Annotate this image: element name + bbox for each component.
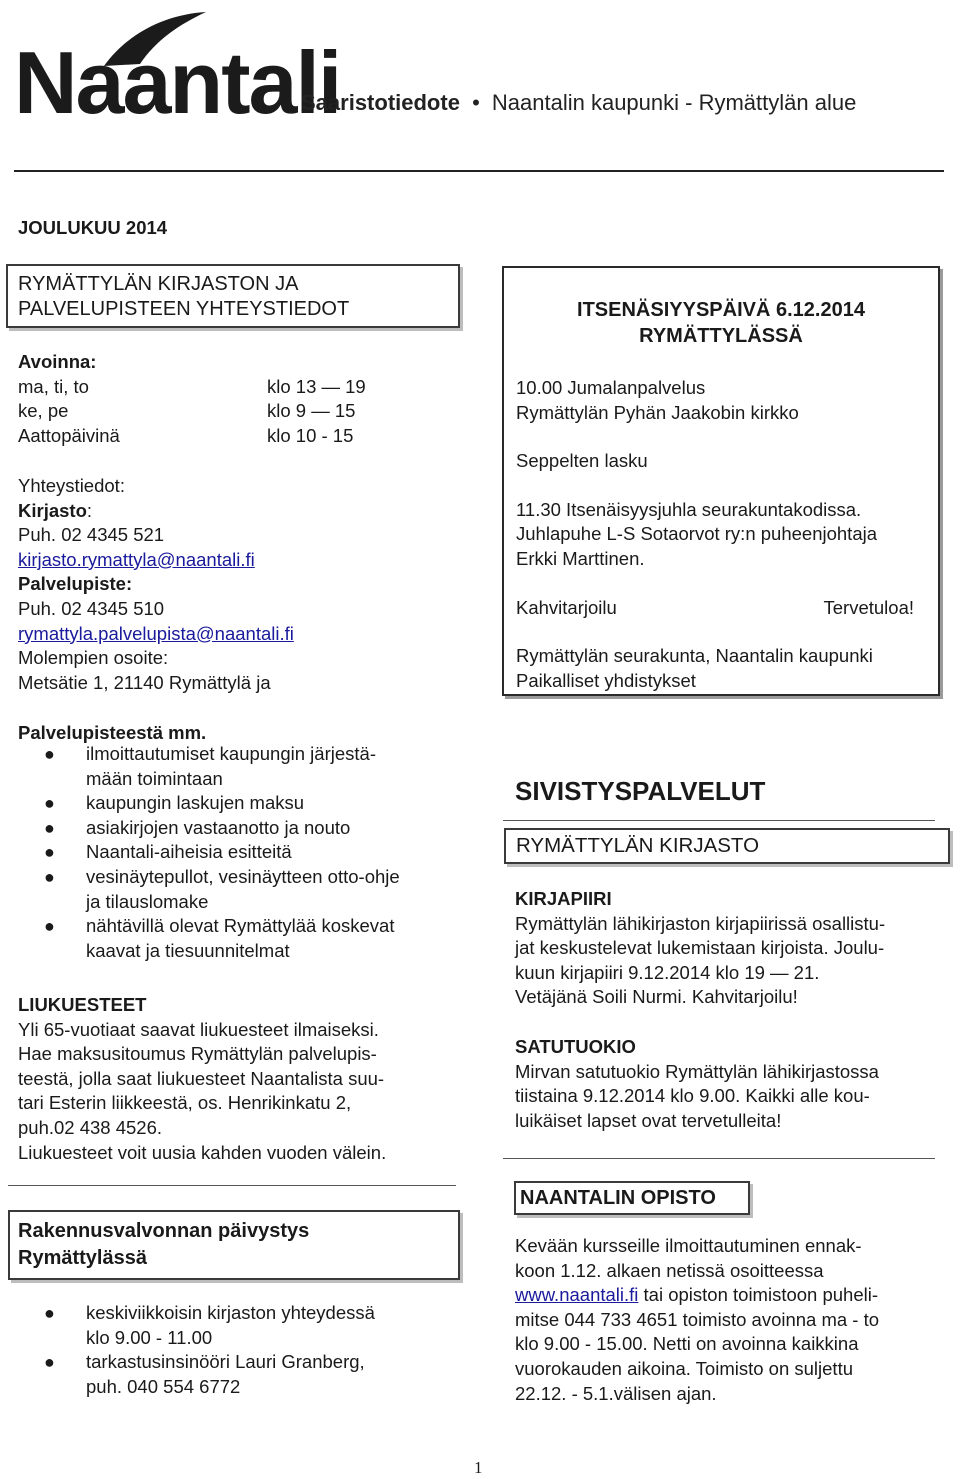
opening-hours-value: klo 13 — 19 [267,375,366,397]
contacts-heading: Yhteystiedot: [18,475,125,496]
opening-row [18,399,458,424]
list-item-text: asiakirjojen vastaanotto ja nouto [86,816,351,838]
story-heading: SATUTUOKIO [515,1036,636,1057]
institute-line-rest: tai opiston toimistoon puheli- [638,1284,879,1306]
list-item-text: keskiviikkoisin kirjaston yhteydessä [86,1302,375,1323]
institute-line [515,1283,879,1308]
library-label: Kirjasto [18,499,87,521]
bullet-icon: ● [44,842,55,863]
independence-line: Seppelten lasku [516,450,648,472]
library-label-colon: : [86,499,93,521]
subtitle-separator: • [472,90,480,115]
opening-days: Aattopäivinä [18,424,120,446]
institute-line: mitse 044 733 4651 toimisto avoinna ma - to [515,1308,880,1330]
list-item-text: nähtävillä olevat Rymättylää koskevat [86,915,395,937]
institute-line: vuorokauden aikoina. Toimisto on suljettu [515,1357,854,1379]
section-divider [503,820,935,821]
institute-line: Kevään kursseille ilmoittautuminen ennak- [515,1235,862,1256]
logo-wordmark: Naantali [14,33,341,132]
service-point-label: Palvelupiste: [18,573,133,595]
both-address-label: Molempien osoite: [18,647,169,669]
services-list [18,742,400,963]
tickets-line: Liukuesteet voit uusia kahden vuoden välein. [18,1141,387,1163]
story-line: tiistaina 9.12.2014 klo 9.00. Kaikki alle kou- [515,1085,870,1107]
list-item [18,1301,375,1350]
library-box-title-1: RYMÄTTYLÄN KIRJASTON JA [18,273,299,295]
subtitle-rest: Naantalin kaupunki - Rymättylän alue [491,90,857,115]
bookclub-line: jat keskustelevat lukemistaan kirjoista. Joulu- [515,937,885,959]
bookclub [515,887,885,1010]
building-title-1: Rakennusvalvonnan päivystys [18,1220,310,1242]
bullet-icon: ● [44,1352,55,1373]
independence-title-1: ITSENÄSIYYSPÄIVÄ 6.12.2014 [577,299,865,321]
opening-hours-value: klo 10 - 15 [267,424,354,446]
institute-line: koon 1.12. alkaen netissä osoitteessa [515,1259,824,1281]
coffee-text: Kahvitarjoilu [516,596,617,618]
building-list [18,1301,375,1399]
welcome-text: Tervetuloa! [823,596,914,618]
culture-title: SIVISTYSPALVELUT [515,776,766,806]
service-point-phone: Puh. 02 4345 510 [18,597,165,619]
institute-heading: NAANTALIN OPISTO [520,1187,716,1209]
subtitle-strong: Saaristotiedote [301,90,460,115]
independence-line: Rymättylän Pyhän Jaakobin kirkko [516,401,799,423]
story-line: luikäiset lapset ovat tervetulleita! [515,1109,782,1131]
institute-body [515,1234,879,1406]
tickets-section [18,993,386,1165]
tickets-line: puh.02 438 4526. [18,1116,163,1138]
bookclub-line: Rymättylän lähikirjaston kirjapiirissä osallistu- [515,912,886,934]
bullet-icon: ● [44,916,55,937]
service-point-email-link[interactable]: rymattyla.palvelupista@naantali.fi [18,622,294,644]
institute-line: klo 9.00 - 15.00. Netti on avoinna kaikkina [515,1333,859,1355]
list-item-text-cont: kaavat ja tiesuunnitelmat [86,939,290,961]
independence-line: Erkki Marttinen. [516,547,645,569]
storytime [515,1035,879,1133]
institute-line: 22.12. - 5.1.välisen ajan. [515,1382,717,1404]
library-contact-box [6,264,460,328]
independence-body [516,376,914,693]
section-divider [503,1158,935,1159]
opening-days: ma, ti, to [18,375,89,397]
list-item-text: kaupungin laskujen maksu [86,792,305,814]
list-item-text-cont: mään toimintaan [86,767,223,789]
header-subtitle [301,90,856,116]
list-item-text-cont: klo 9.00 - 11.00 [86,1326,213,1348]
list-item-text: tarkastusinsinööri Lauri Granberg, [86,1351,365,1373]
tickets-line: tari Esterin liikkeestä, os. Henrikinkatu 2, [18,1092,352,1114]
section-divider [8,1185,456,1186]
tickets-line: Yli 65-vuotiaat saavat liukuesteet ilmaiseksi. [18,1018,379,1040]
bullet-icon: ● [44,793,55,814]
list-item-text: ilmoittautumiset kaupungin järjestä- [86,743,376,764]
library-label-line [18,499,294,524]
bookclub-line: kuun kirjapiiri 9.12.2014 klo 19 — 21. [515,961,820,983]
institute-heading-box [514,1181,750,1215]
building-inspection-box [8,1210,460,1280]
opening-heading [18,350,458,375]
independence-line: Juhlapuhe L-S Sotaorvot ry:n puheenjohtaja [516,523,878,545]
independence-title-2: RYMÄTTYLÄSSÄ [639,325,803,347]
opening-hours [18,350,458,448]
library-email-link[interactable]: kirjasto.rymattyla@naantali.fi [18,548,255,570]
list-item-text-cont: ja tilauslomake [86,890,209,912]
list-item [18,914,400,963]
tickets-heading: LIUKUESTEET [18,994,147,1015]
building-title-2: Rymättylässä [18,1247,147,1269]
independence-line: 10.00 Jumalanpalvelus [516,377,706,398]
list-item-text: Naantali-aiheisia esitteitä [86,841,292,863]
independence-org: Rymättylän seurakunta, Naantalin kaupunki [516,645,873,667]
independence-coffee-row [516,596,914,621]
opening-heading-label: Avoinna: [18,351,97,372]
page-number: 1 [474,1458,483,1477]
bullet-icon: ● [44,866,55,887]
library-phone: Puh. 02 4345 521 [18,524,165,546]
list-item [18,742,400,791]
library-box-title-2: PALVELUPISTEEN YHTEYSTIEDOT [18,298,350,320]
list-item-text: vesinäytepullot, vesinäytteen otto-ohje [86,865,400,887]
month-title: JOULUKUU 2014 [18,217,168,238]
opening-row [18,375,458,400]
bullet-icon: ● [44,1303,55,1323]
opening-hours-value: klo 9 — 15 [267,400,356,422]
bullet-icon: ● [44,817,55,838]
services-heading: Palvelupisteestä mm. [18,722,207,743]
independence-line: 11.30 Itsenäisyysjuhla seurakuntakodissa. [516,498,862,520]
list-item [18,1350,375,1399]
opening-row [18,424,458,449]
header-rule [14,170,944,172]
bookclub-line: Vetäjänä Soili Nurmi. Kahvitarjoilu! [515,986,798,1008]
list-item-text-cont: puh. 040 554 6772 [86,1375,241,1397]
list-item [18,816,400,841]
independence-day-box [502,266,940,696]
list-item [18,865,400,914]
library-heading: RYMÄTTYLÄN KIRJASTO [516,834,760,857]
story-line: Mirvan satutuokio Rymättylän lähikirjastossa [515,1060,879,1082]
address: Metsätie 1, 21140 Rymättylä ja [18,671,271,693]
institute-website-link[interactable]: www.naantali.fi [515,1284,639,1306]
tickets-line: teestä, jolla saat liukuesteet Naantalista suu- [18,1067,385,1089]
bookclub-heading: KIRJAPIIRI [515,888,612,909]
tickets-line: Hae maksusitoumus Rymättylän palvelupis- [18,1043,377,1065]
independence-org: Paikalliset yhdistykset [516,669,696,691]
opening-days: ke, pe [18,400,69,422]
bullet-icon: ● [44,744,55,764]
list-item [18,791,400,816]
library-heading-box [504,828,950,864]
contacts [18,474,294,695]
list-item [18,840,400,865]
